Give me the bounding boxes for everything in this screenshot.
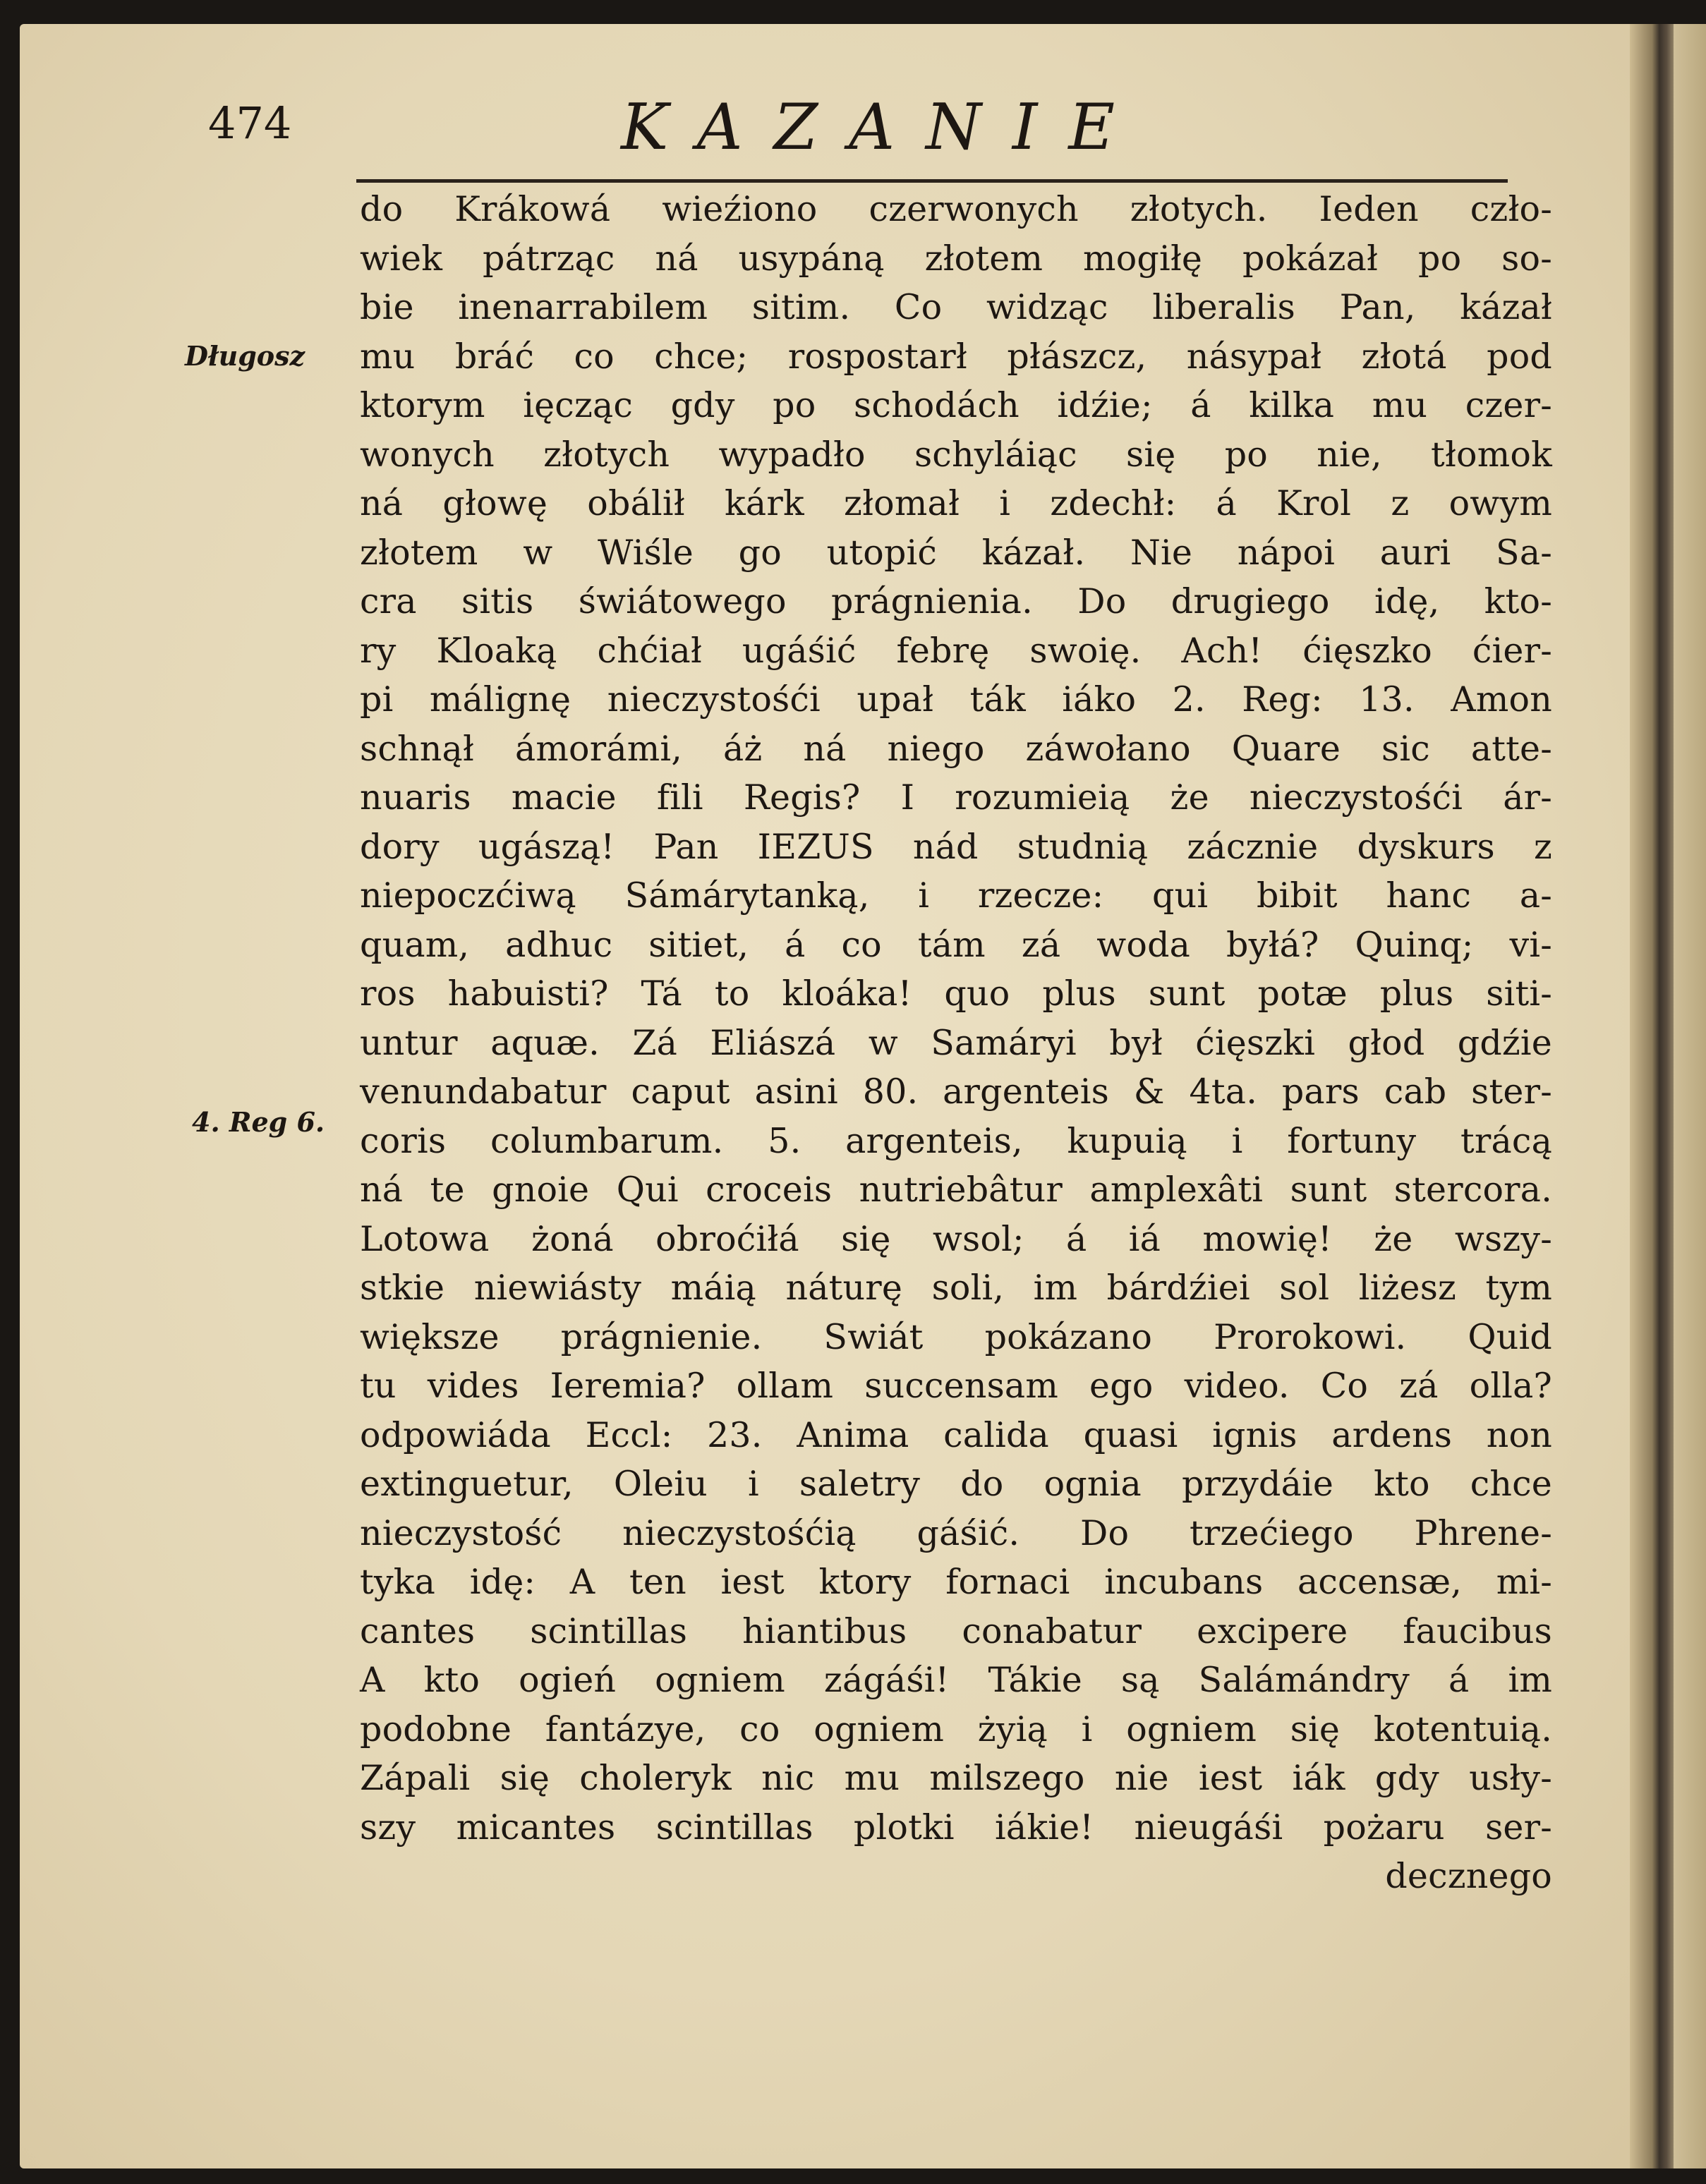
- facing-page-edge: [1674, 24, 1706, 2168]
- text-line: do Krákowá wieźiono czerwonych złotych. Ieden czło-: [360, 189, 1552, 229]
- text-line: A kto ogień ogniem zágáśi! Tákie są Salámándry á im: [360, 1660, 1552, 1700]
- text-line: szy micantes scintillas plotki iákie! nieugáśi pożaru ser-: [360, 1807, 1552, 1848]
- text-line: wonych złotych wypadło schyláiąc się po nie, tłomok: [360, 434, 1552, 475]
- text-line: Zápali się choleryk nic mu milszego nie iest iák gdy usły-: [360, 1758, 1552, 1798]
- book-gutter: [1630, 24, 1679, 2168]
- text-line: bie inenarrabilem sitim. Co widząc liberalis Pan, kázał: [360, 287, 1552, 327]
- text-line: extinguetur, Oleiu i saletry do ognia przydáie kto chce: [360, 1464, 1552, 1504]
- text-line: złotem w Wiśle go utopić kázał. Nie nápoi auri Sa-: [360, 532, 1552, 573]
- body-text: [360, 185, 1552, 1901]
- text-line: stkie niewiásty máią náturę soli, im bárdźiei sol liżesz tym: [360, 1268, 1552, 1308]
- running-head: KAZANIE: [621, 90, 1147, 164]
- margin-note-dlugosz: Długosz: [185, 340, 305, 372]
- text-line: ktorym ięcząc gdy po schodách idźie; á kilka mu czer-: [360, 385, 1552, 425]
- page-number: 474: [208, 97, 292, 149]
- text-line: cra sitis świátowego prágnienia. Do drugiego idę, kto-: [360, 581, 1552, 621]
- text-line: dory ugászą! Pan IEZUS nád studnią zácznie dyskurs z: [360, 826, 1552, 867]
- text-line: coris columbarum. 5. argenteis, kupuią i fortuny trácą: [360, 1120, 1552, 1161]
- text-line: nieczystość nieczystośćią gáśić. Do trzećiego Phrene-: [360, 1512, 1552, 1553]
- text-line: większe prágnienie. Swiát pokázano Prorokowi. Quid: [360, 1316, 1552, 1357]
- text-line: nuaris macie fili Regis? I rozumieią że nieczystośći ár-: [360, 777, 1552, 818]
- text-line: untur aquæ. Zá Eliászá w Samáryi był ćięszki głod gdźie: [360, 1022, 1552, 1063]
- header-rule: [356, 179, 1508, 183]
- margin-note-reg: 4. Reg 6.: [192, 1106, 325, 1138]
- text-line: quam, adhuc sitiet, á co tám zá woda byłá? Quinq; vi-: [360, 924, 1552, 965]
- text-line: odpowiáda Eccl: 23. Anima calida quasi ignis ardens non: [360, 1414, 1552, 1455]
- text-line: tyka idę: A ten iest ktory fornaci incubans accensæ, mi-: [360, 1562, 1552, 1602]
- text-line: podobne fantázye, co ogniem żyią i ogniem się kotentuią.: [360, 1709, 1552, 1749]
- text-line: ry Kloaką chćiał ugáśić febrę swoię. Ach! ćięszko ćier-: [360, 630, 1552, 671]
- text-line: ná te gnoie Qui croceis nutriebâtur amplexâti sunt stercora.: [360, 1170, 1552, 1210]
- text-line: ná głowę obálił kárk złomał i zdechł: á Krol z owym: [360, 483, 1552, 523]
- text-line: Lotowa żoná obroćiłá się wsol; á iá mowię! że wszy-: [360, 1218, 1552, 1259]
- text-line: wiek pátrząc ná usypáną złotem mogiłę pokázał po so-: [360, 238, 1552, 279]
- text-line: venundabatur caput asini 80. argenteis & 4ta. pars cab ster-: [360, 1072, 1552, 1112]
- catchword: decznego: [1385, 1856, 1552, 1896]
- text-line: niepoczćiwą Sámárytanką, i rzecze: qui bibit hanc a-: [360, 875, 1552, 916]
- text-line: mu bráć co chce; rospostarł płászcz, násypał złotá pod: [360, 336, 1552, 377]
- text-line: tu vides Ieremia? ollam succensam ego video. Co zá olla?: [360, 1366, 1552, 1406]
- text-line: cantes scintillas hiantibus conabatur excipere faucibus: [360, 1610, 1552, 1651]
- text-line: ros habuisti? Tá to kloáka! quo plus sunt potæ plus siti-: [360, 973, 1552, 1014]
- text-line: pi málignę nieczystośći upał ták iáko 2. Reg: 13. Amon: [360, 679, 1552, 720]
- text-line: schnął ámorámi, áż ná niego záwołano Quare sic atte-: [360, 728, 1552, 769]
